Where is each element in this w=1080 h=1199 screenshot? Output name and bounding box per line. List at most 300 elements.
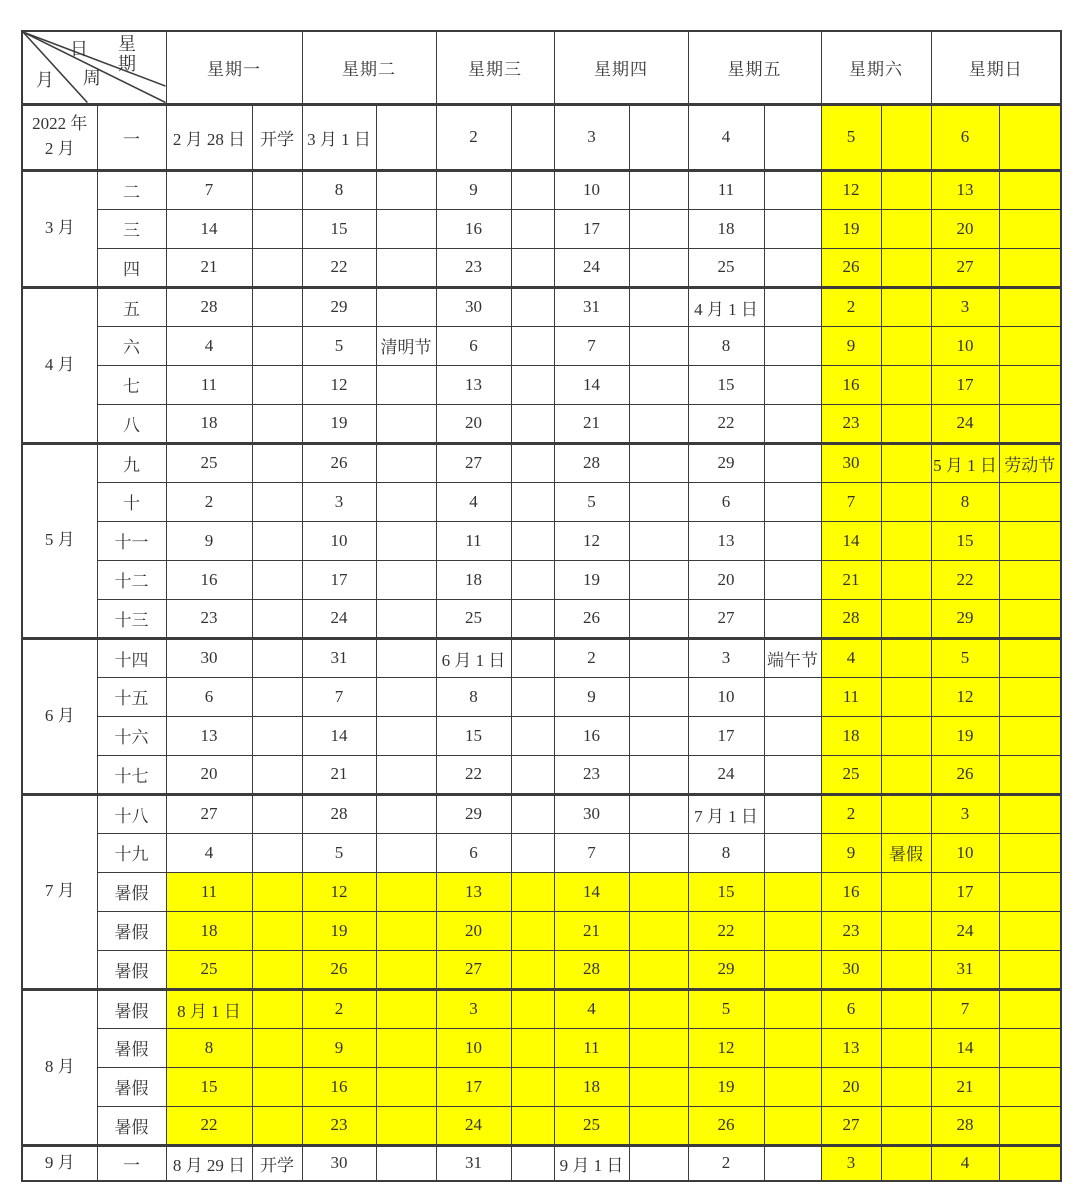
day-header-2: 星期二 [302, 31, 436, 104]
note-cell [999, 950, 1061, 989]
note-cell [252, 170, 302, 209]
calendar-week-row [22, 677, 1061, 716]
date-cell: 22 [166, 1106, 252, 1145]
note-cell [764, 872, 821, 911]
corner-header-cell [22, 31, 166, 104]
note-cell [999, 1106, 1061, 1145]
week-label: 十八 [97, 794, 166, 833]
note-cell [629, 599, 688, 638]
date-cell: 2 月 28 日 [166, 104, 252, 170]
note-cell [629, 170, 688, 209]
note-cell [511, 560, 554, 599]
note-cell [881, 104, 931, 170]
calendar-week-row [22, 365, 1061, 404]
date-cell: 21 [821, 560, 881, 599]
date-cell: 12 [821, 170, 881, 209]
note-cell [376, 677, 436, 716]
note-cell [511, 755, 554, 794]
date-cell: 9 [821, 833, 881, 872]
week-label: 一 [97, 1145, 166, 1181]
note-cell [511, 1028, 554, 1067]
date-cell: 29 [688, 950, 764, 989]
date-cell: 11 [554, 1028, 629, 1067]
note-cell [376, 443, 436, 482]
note-cell [881, 950, 931, 989]
month-label-line: 8 月 [44, 1056, 75, 1076]
date-cell: 22 [302, 248, 376, 287]
date-cell: 14 [302, 716, 376, 755]
week-label: 暑假 [97, 911, 166, 950]
date-cell: 13 [931, 170, 999, 209]
date-cell: 4 [166, 833, 252, 872]
month-label-line: 6 月 [44, 705, 75, 725]
day-header-6: 星期六 [821, 31, 931, 104]
date-cell: 24 [688, 755, 764, 794]
date-cell: 20 [931, 209, 999, 248]
note-cell [881, 560, 931, 599]
date-cell: 20 [821, 1067, 881, 1106]
week-label: 三 [97, 209, 166, 248]
note-cell [764, 326, 821, 365]
date-cell: 7 月 1 日 [688, 794, 764, 833]
note-cell [881, 287, 931, 326]
note-cell [629, 1028, 688, 1067]
note-cell [511, 404, 554, 443]
date-cell: 29 [436, 794, 511, 833]
note-cell [252, 833, 302, 872]
calendar-week-row [22, 287, 1061, 326]
date-cell: 4 [436, 482, 511, 521]
day-header-5: 星期五 [688, 31, 821, 104]
date-cell: 8 [931, 482, 999, 521]
note-cell [629, 404, 688, 443]
note-cell [252, 209, 302, 248]
date-cell: 3 [302, 482, 376, 521]
note-cell [999, 872, 1061, 911]
note-cell [881, 404, 931, 443]
note-cell [511, 209, 554, 248]
note-cell [629, 833, 688, 872]
note-cell [881, 638, 931, 677]
date-cell: 10 [931, 833, 999, 872]
date-cell: 14 [166, 209, 252, 248]
note-cell [252, 287, 302, 326]
note-cell [881, 443, 931, 482]
date-cell: 10 [436, 1028, 511, 1067]
note-cell [764, 521, 821, 560]
date-cell: 31 [436, 1145, 511, 1181]
date-cell: 28 [302, 794, 376, 833]
note-cell [252, 248, 302, 287]
date-cell: 27 [931, 248, 999, 287]
note-cell [629, 521, 688, 560]
date-cell: 20 [436, 911, 511, 950]
week-label: 十 [97, 482, 166, 521]
date-cell: 6 [821, 989, 881, 1028]
note-cell [252, 404, 302, 443]
note-cell [999, 638, 1061, 677]
note-cell [511, 872, 554, 911]
note-cell [764, 755, 821, 794]
date-cell: 26 [821, 248, 881, 287]
corner-label-week: 周 [82, 68, 101, 89]
date-cell: 17 [931, 872, 999, 911]
note-cell [764, 209, 821, 248]
date-cell: 14 [931, 1028, 999, 1067]
note-cell [252, 1028, 302, 1067]
date-cell: 18 [688, 209, 764, 248]
date-cell: 9 [821, 326, 881, 365]
note-cell [376, 794, 436, 833]
note-cell [511, 287, 554, 326]
date-cell: 24 [554, 248, 629, 287]
date-cell: 31 [302, 638, 376, 677]
date-cell: 14 [554, 872, 629, 911]
calendar-week-row [22, 911, 1061, 950]
note-cell [629, 989, 688, 1028]
note-cell [629, 443, 688, 482]
note-cell [252, 872, 302, 911]
note-cell: 开学 [252, 104, 302, 170]
calendar-week-row [22, 989, 1061, 1028]
note-cell [511, 833, 554, 872]
date-cell: 12 [302, 365, 376, 404]
calendar-week-row [22, 599, 1061, 638]
note-cell [764, 599, 821, 638]
date-cell: 15 [166, 1067, 252, 1106]
calendar-week-row [22, 104, 1061, 170]
date-cell: 2 [821, 287, 881, 326]
month-label-line: 3 月 [44, 218, 75, 238]
calendar-week-row [22, 638, 1061, 677]
month-label [22, 1145, 97, 1181]
note-cell [881, 872, 931, 911]
week-label: 二 [97, 170, 166, 209]
week-label: 五 [97, 287, 166, 326]
note-cell [764, 911, 821, 950]
date-cell: 27 [166, 794, 252, 833]
date-cell: 20 [166, 755, 252, 794]
date-cell: 17 [554, 209, 629, 248]
month-label-line: 7 月 [44, 881, 75, 901]
calendar-week-row [22, 482, 1061, 521]
note-cell [376, 404, 436, 443]
note-cell [764, 404, 821, 443]
date-cell: 19 [302, 911, 376, 950]
note-cell [764, 365, 821, 404]
note-cell [629, 560, 688, 599]
note-cell [629, 716, 688, 755]
note-cell: 开学 [252, 1145, 302, 1181]
note-cell [881, 1106, 931, 1145]
date-cell: 13 [436, 365, 511, 404]
note-cell [764, 1028, 821, 1067]
calendar-week-row [22, 521, 1061, 560]
date-cell: 17 [302, 560, 376, 599]
note-cell [764, 794, 821, 833]
note-cell [252, 560, 302, 599]
note-cell: 暑假 [881, 833, 931, 872]
week-label: 六 [97, 326, 166, 365]
date-cell: 2 [166, 482, 252, 521]
date-cell: 6 月 1 日 [436, 638, 511, 677]
note-cell [999, 482, 1061, 521]
week-label: 十一 [97, 521, 166, 560]
date-cell: 6 [436, 833, 511, 872]
date-cell: 26 [302, 950, 376, 989]
note-cell [999, 794, 1061, 833]
date-cell: 30 [436, 287, 511, 326]
date-cell: 25 [166, 443, 252, 482]
date-cell: 29 [931, 599, 999, 638]
date-cell: 21 [931, 1067, 999, 1106]
note-cell [999, 989, 1061, 1028]
corner-label-day: 日 [70, 38, 89, 59]
date-cell: 14 [554, 365, 629, 404]
date-cell: 11 [688, 170, 764, 209]
school-calendar-table [21, 30, 1062, 1182]
date-cell: 9 [166, 521, 252, 560]
date-cell: 28 [554, 950, 629, 989]
date-cell: 27 [688, 599, 764, 638]
date-cell: 7 [554, 326, 629, 365]
note-cell [376, 104, 436, 170]
note-cell [881, 911, 931, 950]
note-cell [511, 638, 554, 677]
date-cell: 13 [821, 1028, 881, 1067]
week-label: 十七 [97, 755, 166, 794]
date-cell: 25 [688, 248, 764, 287]
note-cell [629, 365, 688, 404]
calendar-week-row [22, 443, 1061, 482]
date-cell: 3 [436, 989, 511, 1028]
date-cell: 19 [688, 1067, 764, 1106]
note-cell [376, 170, 436, 209]
date-cell: 19 [821, 209, 881, 248]
note-cell [764, 716, 821, 755]
note-cell [999, 326, 1061, 365]
note-cell [629, 755, 688, 794]
date-cell: 11 [821, 677, 881, 716]
note-cell [881, 599, 931, 638]
week-label: 一 [97, 104, 166, 170]
note-cell [764, 482, 821, 521]
week-label: 十九 [97, 833, 166, 872]
date-cell: 7 [166, 170, 252, 209]
note-cell [629, 872, 688, 911]
date-cell: 8 [688, 833, 764, 872]
date-cell: 28 [931, 1106, 999, 1145]
calendar-week-row [22, 170, 1061, 209]
date-cell: 16 [554, 716, 629, 755]
date-cell: 14 [821, 521, 881, 560]
date-cell: 18 [166, 404, 252, 443]
date-cell: 26 [688, 1106, 764, 1145]
week-label: 十四 [97, 638, 166, 677]
date-cell: 8 月 1 日 [166, 989, 252, 1028]
month-label-line: 2 月 [44, 139, 75, 158]
month-label [22, 638, 97, 794]
note-cell [999, 248, 1061, 287]
note-cell [629, 287, 688, 326]
note-cell [999, 209, 1061, 248]
note-cell [252, 482, 302, 521]
note-cell [376, 989, 436, 1028]
date-cell: 6 [688, 482, 764, 521]
date-cell: 18 [554, 1067, 629, 1106]
note-cell [252, 365, 302, 404]
note-cell [764, 104, 821, 170]
calendar-week-row [22, 833, 1061, 872]
date-cell: 17 [931, 365, 999, 404]
note-cell [629, 950, 688, 989]
date-cell: 8 [436, 677, 511, 716]
note-cell [376, 833, 436, 872]
date-cell: 10 [931, 326, 999, 365]
note-cell [376, 482, 436, 521]
date-cell: 12 [688, 1028, 764, 1067]
date-cell: 26 [931, 755, 999, 794]
note-cell [999, 911, 1061, 950]
calendar-week-row [22, 1106, 1061, 1145]
date-cell: 23 [821, 911, 881, 950]
note-cell [999, 521, 1061, 560]
date-cell: 5 月 1 日 [931, 443, 999, 482]
date-cell: 22 [436, 755, 511, 794]
date-cell: 6 [436, 326, 511, 365]
calendar-week-row [22, 326, 1061, 365]
note-cell [999, 104, 1061, 170]
note-cell [999, 677, 1061, 716]
date-cell: 10 [302, 521, 376, 560]
note-cell [511, 365, 554, 404]
date-cell: 6 [931, 104, 999, 170]
date-cell: 5 [554, 482, 629, 521]
note-cell: 劳动节 [999, 443, 1061, 482]
date-cell: 27 [821, 1106, 881, 1145]
date-cell: 29 [688, 443, 764, 482]
date-cell: 28 [821, 599, 881, 638]
date-cell: 30 [302, 1145, 376, 1181]
date-cell: 4 [166, 326, 252, 365]
note-cell: 清明节 [376, 326, 436, 365]
date-cell: 23 [166, 599, 252, 638]
note-cell [376, 599, 436, 638]
date-cell: 7 [302, 677, 376, 716]
date-cell: 5 [821, 104, 881, 170]
month-label-line: 2022 年 [32, 114, 88, 134]
note-cell [999, 716, 1061, 755]
note-cell [511, 950, 554, 989]
date-cell: 21 [554, 404, 629, 443]
note-cell [376, 209, 436, 248]
date-cell: 26 [302, 443, 376, 482]
month-label-line: 4 月 [44, 354, 75, 374]
note-cell [511, 248, 554, 287]
calendar-week-row [22, 716, 1061, 755]
week-label: 暑假 [97, 950, 166, 989]
note-cell [376, 950, 436, 989]
note-cell [629, 1106, 688, 1145]
date-cell: 25 [166, 950, 252, 989]
date-cell: 4 [821, 638, 881, 677]
date-cell: 26 [554, 599, 629, 638]
note-cell [511, 1106, 554, 1145]
date-cell: 22 [688, 911, 764, 950]
calendar-week-row [22, 794, 1061, 833]
week-label: 十五 [97, 677, 166, 716]
date-cell: 5 [302, 833, 376, 872]
note-cell: 端午节 [764, 638, 821, 677]
date-cell: 6 [166, 677, 252, 716]
note-cell [999, 599, 1061, 638]
day-header-1: 星期一 [166, 31, 302, 104]
date-cell: 2 [302, 989, 376, 1028]
date-cell: 24 [931, 404, 999, 443]
note-cell [881, 482, 931, 521]
month-label [22, 104, 97, 170]
date-cell: 16 [436, 209, 511, 248]
note-cell [764, 248, 821, 287]
note-cell [376, 248, 436, 287]
date-cell: 25 [436, 599, 511, 638]
date-cell: 4 [554, 989, 629, 1028]
note-cell [881, 326, 931, 365]
date-cell: 15 [688, 365, 764, 404]
note-cell [376, 1067, 436, 1106]
date-cell: 29 [302, 287, 376, 326]
date-cell: 3 [931, 794, 999, 833]
note-cell [252, 326, 302, 365]
note-cell [376, 365, 436, 404]
note-cell [252, 716, 302, 755]
date-cell: 8 [688, 326, 764, 365]
date-cell: 21 [554, 911, 629, 950]
note-cell [511, 794, 554, 833]
date-cell: 21 [166, 248, 252, 287]
week-label: 暑假 [97, 989, 166, 1028]
note-cell [881, 989, 931, 1028]
date-cell: 2 [554, 638, 629, 677]
month-label [22, 443, 97, 638]
note-cell [511, 104, 554, 170]
note-cell [376, 755, 436, 794]
date-cell: 13 [436, 872, 511, 911]
date-cell: 27 [436, 950, 511, 989]
note-cell [881, 209, 931, 248]
date-cell: 13 [166, 716, 252, 755]
month-label-line: 9 月 [44, 1152, 75, 1172]
note-cell [376, 872, 436, 911]
date-cell: 28 [166, 287, 252, 326]
calendar-week-row [22, 209, 1061, 248]
calendar-week-row [22, 1145, 1061, 1181]
calendar-week-row [22, 560, 1061, 599]
note-cell [764, 287, 821, 326]
date-cell: 7 [821, 482, 881, 521]
note-cell [881, 1145, 931, 1181]
date-cell: 30 [821, 443, 881, 482]
date-cell: 2 [436, 104, 511, 170]
note-cell [511, 599, 554, 638]
note-cell [511, 482, 554, 521]
date-cell: 12 [302, 872, 376, 911]
note-cell [252, 1106, 302, 1145]
note-cell [881, 716, 931, 755]
date-cell: 2 [688, 1145, 764, 1181]
date-cell: 24 [302, 599, 376, 638]
note-cell [511, 443, 554, 482]
